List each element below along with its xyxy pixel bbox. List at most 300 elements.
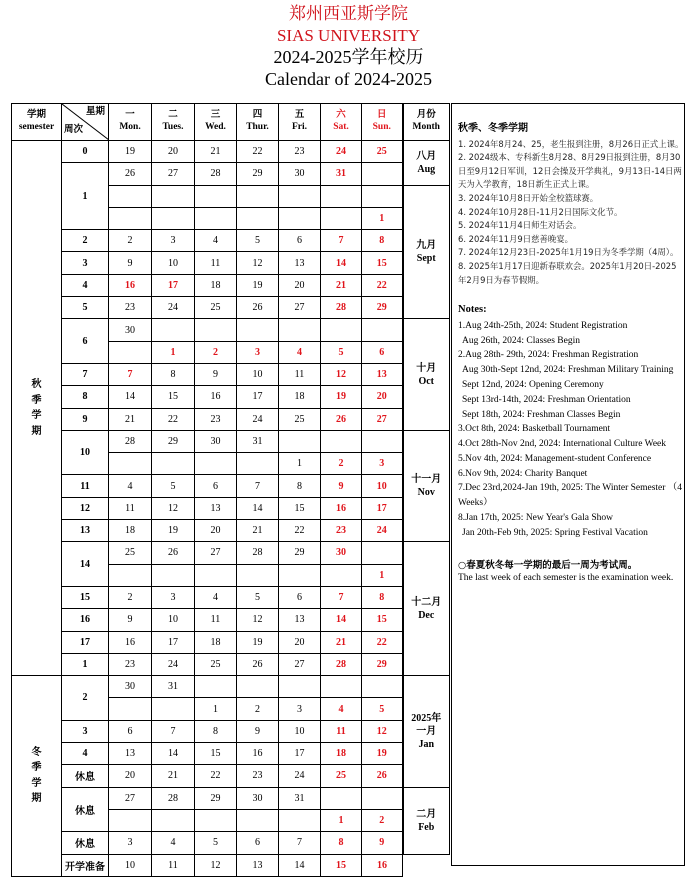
semester-label: 秋 季 学 期 (12, 141, 62, 676)
date-cell: 9 (321, 475, 362, 497)
date-cell: 12 (321, 363, 362, 385)
date-cell: 10 (109, 854, 152, 876)
week-number: 2 (62, 230, 109, 252)
date-cell: 29 (195, 787, 237, 809)
date-cell: 21 (321, 631, 362, 653)
date-cell: 21 (109, 408, 152, 430)
week-row (12, 497, 450, 519)
date-cell (279, 430, 321, 452)
week-number: 17 (62, 631, 109, 653)
week-row (12, 363, 450, 385)
date-cell: 22 (195, 765, 237, 787)
semester-label: 冬 季 学 期 (12, 676, 62, 877)
date-cell (321, 564, 362, 586)
date-cell: 7 (237, 475, 279, 497)
week-row (12, 586, 450, 608)
exam-week-note-en: The last week of each semester is the examination week. (458, 573, 674, 584)
week-row (12, 765, 450, 787)
date-cell: 28 (237, 542, 279, 564)
date-cell (152, 319, 195, 341)
date-cell: 4 (195, 230, 237, 252)
date-cell: 30 (237, 787, 279, 809)
date-cell: 19 (237, 631, 279, 653)
date-cell: 13 (109, 743, 152, 765)
date-cell: 1 (362, 564, 403, 586)
date-cell: 24 (321, 141, 362, 163)
date-cell: 27 (279, 297, 321, 319)
date-cell (279, 564, 321, 586)
date-cell: 5 (195, 832, 237, 854)
note-en-item: Aug 26th, 2024: Classes Begin (462, 335, 580, 346)
date-cell (152, 809, 195, 831)
date-cell: 12 (195, 854, 237, 876)
date-cell: 16 (321, 497, 362, 519)
date-cell: 19 (362, 743, 403, 765)
date-cell: 28 (152, 787, 195, 809)
date-cell: 11 (321, 720, 362, 742)
date-cell: 21 (152, 765, 195, 787)
date-cell: 10 (152, 609, 195, 631)
date-cell: 16 (109, 631, 152, 653)
date-cell: 30 (109, 319, 152, 341)
date-cell: 12 (152, 497, 195, 519)
date-cell (321, 787, 362, 809)
week-row (12, 609, 450, 631)
date-cell: 10 (362, 475, 403, 497)
date-cell: 24 (237, 408, 279, 430)
date-cell: 8 (362, 586, 403, 608)
date-cell: 16 (237, 743, 279, 765)
week-number: 1 (62, 653, 109, 675)
date-cell (152, 185, 195, 207)
date-cell (195, 207, 237, 229)
week-number: 4 (62, 743, 109, 765)
date-cell: 25 (195, 297, 237, 319)
note-en-item: 8.Jan 17th, 2025: New Year's Gala Show (458, 513, 614, 524)
week-number: 2 (62, 676, 109, 721)
date-cell: 20 (109, 765, 152, 787)
calendar-title-cn: 2024-2025学年校历 (273, 47, 424, 67)
date-cell (195, 564, 237, 586)
week-row (12, 141, 450, 163)
date-cell: 23 (237, 765, 279, 787)
date-cell (109, 185, 152, 207)
date-cell: 18 (195, 274, 237, 296)
date-cell: 13 (362, 363, 403, 385)
date-cell (279, 207, 321, 229)
date-cell: 26 (109, 163, 152, 185)
date-cell: 12 (237, 609, 279, 631)
date-cell (109, 809, 152, 831)
school-name-en: SIAS UNIVERSITY (276, 26, 421, 45)
week-number: 13 (62, 520, 109, 542)
date-cell: 22 (279, 520, 321, 542)
date-cell (195, 319, 237, 341)
date-cell (237, 207, 279, 229)
week-row (12, 520, 450, 542)
date-cell: 27 (195, 542, 237, 564)
date-cell (321, 207, 362, 229)
date-cell: 14 (279, 854, 321, 876)
date-cell: 6 (279, 230, 321, 252)
exam-week-note-cn: ○春夏秋冬每一学期的最后一周为考试周。 (458, 559, 638, 571)
notes-en-list (458, 319, 684, 541)
date-cell (321, 185, 362, 207)
week-number: 8 (62, 386, 109, 408)
date-cell: 24 (152, 653, 195, 675)
date-cell: 25 (195, 653, 237, 675)
calendar-table (11, 103, 450, 877)
week-number: 11 (62, 475, 109, 497)
date-cell: 5 (237, 586, 279, 608)
date-cell: 18 (321, 743, 362, 765)
week-day-header (62, 104, 109, 141)
note-en-item: 6.Nov 9th, 2024: Charity Banquet (458, 468, 588, 479)
date-cell: 17 (152, 631, 195, 653)
week-number: 0 (62, 141, 109, 163)
date-cell (362, 787, 403, 809)
date-cell: 27 (279, 653, 321, 675)
note-en-item: 7.Dec 23rd,2024-Jan 19th, 2025: The Winter Semester （4 Weeks） (458, 483, 683, 509)
week-number: 休息 (62, 787, 109, 832)
date-cell: 4 (321, 698, 362, 720)
date-cell: 26 (237, 297, 279, 319)
date-cell: 14 (321, 609, 362, 631)
date-cell: 14 (109, 386, 152, 408)
week-row (12, 787, 450, 809)
week-number: 开学准备 (62, 854, 109, 876)
date-cell: 27 (362, 408, 403, 430)
date-cell: 23 (279, 141, 321, 163)
note-en-item: 3.Oct 8th, 2024: Basketball Tournament (458, 424, 611, 435)
date-cell: 7 (321, 586, 362, 608)
date-cell: 4 (152, 832, 195, 854)
week-row (12, 631, 450, 653)
date-cell (362, 185, 403, 207)
week-row (12, 274, 450, 296)
date-cell: 30 (321, 542, 362, 564)
week-number: 10 (62, 430, 109, 475)
date-cell (279, 676, 321, 698)
date-cell (109, 207, 152, 229)
date-cell: 9 (237, 720, 279, 742)
date-cell: 9 (362, 832, 403, 854)
date-cell: 26 (362, 765, 403, 787)
month-header: 月份 Month (403, 104, 450, 141)
calendar-title-en: Calendar of 2024-2025 (265, 69, 432, 89)
date-cell (237, 453, 279, 475)
date-cell: 23 (321, 520, 362, 542)
date-cell: 2 (237, 698, 279, 720)
week-row (12, 297, 450, 319)
date-cell (195, 676, 237, 698)
date-cell (279, 185, 321, 207)
notes-panel (451, 103, 685, 866)
date-cell: 7 (152, 720, 195, 742)
note-en-item: Aug 30th-Sept 12nd, 2024: Freshman Military Training (462, 365, 674, 376)
date-cell: 7 (321, 230, 362, 252)
note-en-item: Sept 12nd, 2024: Opening Ceremony (462, 379, 604, 390)
date-cell: 2 (321, 453, 362, 475)
week-number: 1 (62, 163, 109, 230)
date-cell (362, 430, 403, 452)
date-cell: 10 (237, 363, 279, 385)
month-label: 九月 Sept (403, 185, 450, 319)
date-cell: 13 (195, 497, 237, 519)
week-row (12, 430, 450, 452)
date-cell (362, 163, 403, 185)
note-en-item: 5.Nov 4th, 2024: Management-student Conference (458, 453, 652, 464)
date-cell: 15 (279, 497, 321, 519)
date-cell (279, 319, 321, 341)
note-en-item: Sept 18th, 2024: Freshman Classes Begin (462, 409, 621, 420)
date-cell: 18 (195, 631, 237, 653)
header-weekday-label: 星期 (85, 107, 105, 117)
date-cell: 29 (279, 542, 321, 564)
date-cell: 4 (195, 586, 237, 608)
date-cell: 17 (237, 386, 279, 408)
week-number: 15 (62, 586, 109, 608)
week-number: 16 (62, 609, 109, 631)
week-number: 5 (62, 297, 109, 319)
date-cell: 21 (195, 141, 237, 163)
date-cell: 15 (362, 609, 403, 631)
notes-cn-title: 秋季、冬季学期 (458, 123, 528, 134)
day-header-fri: 五 Fri. (279, 104, 321, 141)
date-cell: 3 (152, 230, 195, 252)
date-cell (152, 564, 195, 586)
date-cell (195, 185, 237, 207)
week-row (12, 832, 450, 854)
date-cell: 20 (152, 141, 195, 163)
date-cell: 5 (321, 341, 362, 363)
date-cell: 28 (195, 163, 237, 185)
date-cell: 4 (279, 341, 321, 363)
date-cell: 2 (195, 341, 237, 363)
date-cell (109, 564, 152, 586)
date-cell: 11 (195, 609, 237, 631)
date-cell: 29 (152, 430, 195, 452)
week-row (12, 386, 450, 408)
date-cell: 22 (237, 141, 279, 163)
note-en-item: 2.Aug 28th- 29th, 2024: Freshman Registration (458, 350, 639, 361)
date-cell: 26 (237, 653, 279, 675)
date-cell: 8 (321, 832, 362, 854)
date-cell: 6 (109, 720, 152, 742)
date-cell: 11 (279, 363, 321, 385)
date-cell: 22 (362, 631, 403, 653)
date-cell: 14 (152, 743, 195, 765)
date-cell: 24 (362, 520, 403, 542)
date-cell: 3 (279, 698, 321, 720)
date-cell: 6 (279, 586, 321, 608)
date-cell: 21 (237, 520, 279, 542)
day-header-sun: 日 Sun. (362, 104, 403, 141)
date-cell: 23 (109, 297, 152, 319)
date-cell: 12 (237, 252, 279, 274)
month-label: 十二月 Dec (403, 542, 450, 676)
date-cell: 30 (195, 430, 237, 452)
date-cell (237, 185, 279, 207)
date-cell: 20 (362, 386, 403, 408)
date-cell: 26 (152, 542, 195, 564)
date-cell: 31 (237, 430, 279, 452)
note-en-item: Jan 20th-Feb 9th, 2025: Spring Festival Vacation (462, 527, 648, 538)
date-cell (321, 430, 362, 452)
date-cell: 9 (109, 252, 152, 274)
date-cell: 2 (109, 230, 152, 252)
date-cell: 11 (109, 497, 152, 519)
week-number: 休息 (62, 832, 109, 854)
school-name-cn: 郑州西亚斯学院 (289, 4, 408, 24)
week-row (12, 743, 450, 765)
date-cell (237, 809, 279, 831)
date-cell: 6 (362, 341, 403, 363)
date-cell (237, 319, 279, 341)
date-cell: 7 (109, 363, 152, 385)
date-cell: 6 (237, 832, 279, 854)
date-cell (237, 676, 279, 698)
date-cell: 18 (109, 520, 152, 542)
week-number: 9 (62, 408, 109, 430)
date-cell: 28 (321, 653, 362, 675)
date-cell: 29 (362, 297, 403, 319)
week-row (12, 230, 450, 252)
date-cell: 22 (152, 408, 195, 430)
date-cell: 12 (362, 720, 403, 742)
date-cell: 10 (279, 720, 321, 742)
date-cell: 31 (279, 787, 321, 809)
date-cell: 19 (321, 386, 362, 408)
date-cell: 23 (195, 408, 237, 430)
date-cell: 5 (237, 230, 279, 252)
date-cell: 18 (279, 386, 321, 408)
week-number: 14 (62, 542, 109, 587)
date-cell: 1 (279, 453, 321, 475)
date-cell: 15 (152, 386, 195, 408)
week-number: 4 (62, 274, 109, 296)
date-cell: 11 (195, 252, 237, 274)
note-cn-item: 2. 2024级本、专科新生8月28、8月29日报到注册，8月30日至9月12日军训，12日会操及开学典礼，9月13日-14日两天为入学教育，18日新生正式上课。 (458, 152, 682, 190)
date-cell: 10 (152, 252, 195, 274)
date-cell: 22 (362, 274, 403, 296)
date-cell (279, 809, 321, 831)
date-cell (362, 676, 403, 698)
date-cell: 3 (362, 453, 403, 475)
date-cell: 17 (279, 743, 321, 765)
date-cell: 3 (152, 586, 195, 608)
date-cell: 7 (279, 832, 321, 854)
date-cell: 30 (279, 163, 321, 185)
week-row (12, 252, 450, 274)
date-cell: 9 (195, 363, 237, 385)
date-cell: 4 (109, 475, 152, 497)
semester-header: 学期 semester (12, 104, 62, 141)
date-cell: 8 (195, 720, 237, 742)
date-cell: 16 (109, 274, 152, 296)
date-cell: 3 (109, 832, 152, 854)
date-cell: 15 (321, 854, 362, 876)
month-label: 十月 Oct (403, 319, 450, 430)
date-cell: 20 (195, 520, 237, 542)
notes-en-title: Notes: (458, 304, 487, 316)
date-cell: 3 (237, 341, 279, 363)
date-cell: 23 (109, 653, 152, 675)
date-cell: 31 (321, 163, 362, 185)
date-cell (362, 542, 403, 564)
week-row (12, 542, 450, 564)
date-cell: 13 (279, 609, 321, 631)
week-row (12, 720, 450, 742)
date-cell: 14 (321, 252, 362, 274)
date-cell (195, 809, 237, 831)
date-cell (237, 564, 279, 586)
date-cell: 13 (279, 252, 321, 274)
note-en-item: Sept 13rd-14th, 2024: Freshman Orientation (462, 394, 631, 405)
note-cn-item: 4. 2024年10月28日-11月2日国际文化节。 (458, 206, 623, 217)
month-label: 八月 Aug (403, 141, 450, 186)
date-cell (362, 319, 403, 341)
date-cell: 29 (362, 653, 403, 675)
day-header-sat: 六 Sat. (321, 104, 362, 141)
date-cell: 25 (109, 542, 152, 564)
week-row (12, 653, 450, 675)
week-row (12, 475, 450, 497)
date-cell: 24 (279, 765, 321, 787)
date-cell (109, 453, 152, 475)
month-label: 二月 Feb (403, 787, 450, 854)
date-cell: 28 (321, 297, 362, 319)
week-row (12, 676, 450, 698)
note-cn-item: 1. 2024年8月24、25，老生报到注册，8月26日正式上课。 (458, 138, 684, 149)
date-cell: 5 (152, 475, 195, 497)
week-number: 休息 (62, 765, 109, 787)
month-label: 十一月 Nov (403, 430, 450, 541)
note-cn-item: 6. 2024年11月9日慈善晚宴。 (458, 233, 573, 244)
date-cell: 1 (195, 698, 237, 720)
header-week-label: 周次 (64, 125, 84, 136)
calendar-body (12, 141, 450, 877)
date-cell: 19 (237, 274, 279, 296)
date-cell: 25 (321, 765, 362, 787)
date-cell: 2 (362, 809, 403, 831)
week-row (12, 408, 450, 430)
date-cell: 29 (237, 163, 279, 185)
note-cn-item: 5. 2024年11月4日师生对话会。 (458, 220, 582, 231)
date-cell: 15 (195, 743, 237, 765)
date-cell: 19 (109, 141, 152, 163)
date-cell (152, 207, 195, 229)
date-cell: 15 (362, 252, 403, 274)
date-cell (195, 453, 237, 475)
date-cell (152, 698, 195, 720)
date-cell: 5 (362, 698, 403, 720)
date-cell: 20 (279, 631, 321, 653)
notes-cn-list (458, 138, 684, 288)
date-cell: 1 (152, 341, 195, 363)
date-cell: 21 (321, 274, 362, 296)
date-cell (152, 453, 195, 475)
date-cell: 24 (152, 297, 195, 319)
day-header-thu: 四 Thur. (237, 104, 279, 141)
date-cell: 17 (152, 274, 195, 296)
date-cell: 8 (362, 230, 403, 252)
date-cell: 19 (152, 520, 195, 542)
date-cell: 26 (321, 408, 362, 430)
note-cn-item: 8. 2025年1月17日迎新春联欢会。2025年1月20日-2025年2月9日为春节假期。 (458, 260, 677, 285)
date-cell (109, 341, 152, 363)
date-cell: 13 (237, 854, 279, 876)
